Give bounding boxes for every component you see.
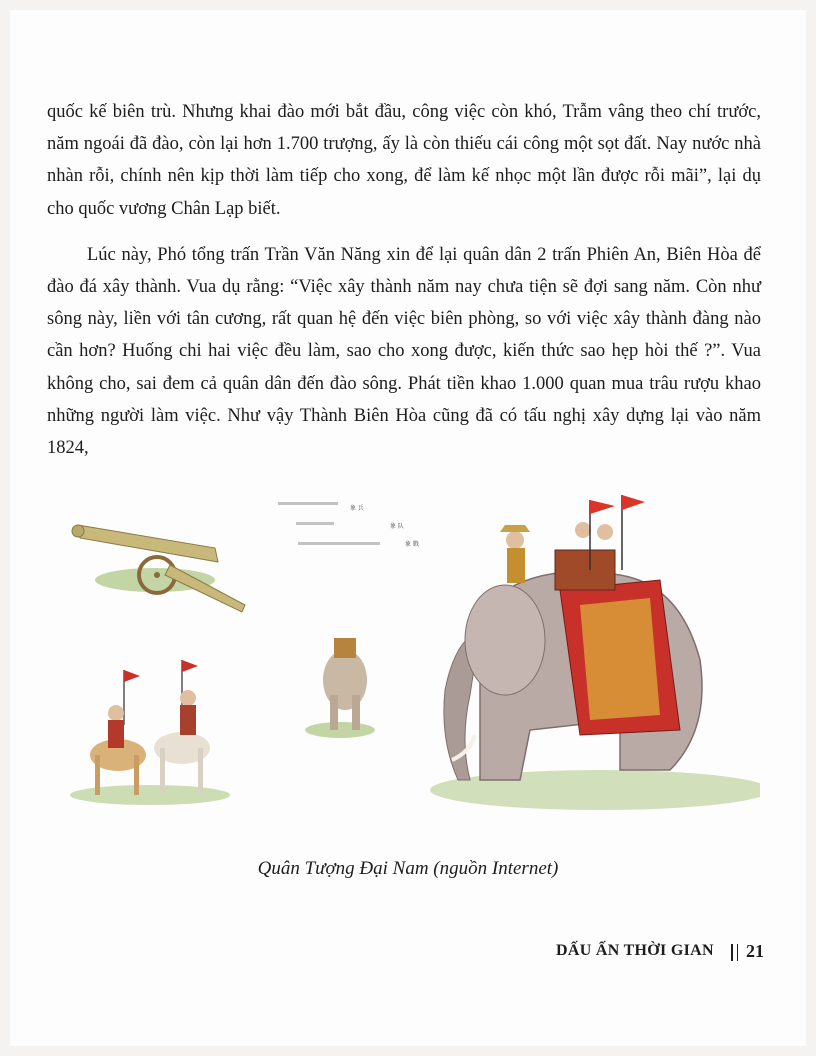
footer-separator <box>731 944 738 961</box>
horsemen-illustration <box>70 660 230 805</box>
svg-text:象 队: 象 队 <box>390 523 404 530</box>
inscription-text <box>278 502 419 548</box>
svg-text:象 兵: 象 兵 <box>350 505 364 512</box>
cannon-illustration <box>72 525 245 612</box>
body-text <box>47 96 761 464</box>
war-elephant-illustration <box>60 490 760 830</box>
footer-title: DẤU ẤN THỜI GIAN <box>556 942 714 959</box>
war-elephant-main <box>430 495 760 810</box>
paragraph-2: Lúc này, Phó tổng trấn Trần Văn Năng xin để lại quân dân 2 trấn Phiên An, Biên Hòa để đào đá xây thành. Vua dụ rằng: “Việc xây thành năm nay chưa tiện sẽ đợi sang năm. Còn như sông này, liền với tân cương, rất quan hệ đến việc biên phòng, so với việc xây thành đàng nào cần hơn? Huống chi hai việc đều làm, sao cho xong được, kiến thức sao hẹp hòi thế ?”. Vua không cho, sai đem cả quân dân đến đào sông. Phát tiền khao 1.000 quan mua trâu rượu khao những người làm việc. Như vậy Thành Biên Hòa cũng đã có tấu nghị xây dựng lại vào năm 1824, <box>47 244 761 459</box>
small-elephant-illustration <box>305 638 375 738</box>
paragraph-1: quốc kế biên trù. Nhưng khai đào mới bắt đầu, công việc còn khó, Trẫm vâng theo chí trước, năm ngoái đã đào, còn lại hơn 1.700 trượng, ấy là còn thiếu cái công một sọt đất. Nay nước nhà nhàn rỗi, chính nên kịp thời làm tiếp cho xong, để làm kế nhọc một lần được rỗi mãi”, lại dụ cho quốc vương Chân Lạp biết. <box>47 102 761 219</box>
page-number: 21 <box>746 941 764 961</box>
svg-text:象 戰: 象 戰 <box>405 541 419 548</box>
figure-caption: Quân Tượng Đại Nam (nguồn Internet) <box>257 858 559 879</box>
